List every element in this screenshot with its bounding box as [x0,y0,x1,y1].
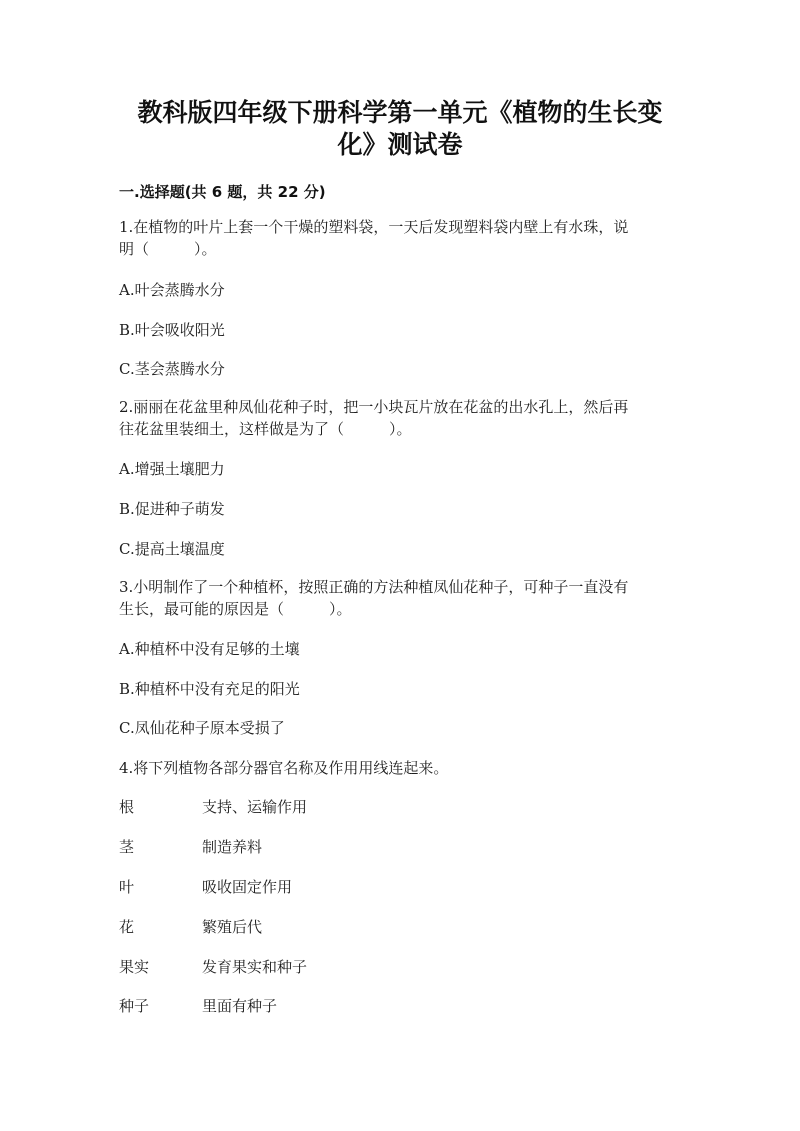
question-2 [119,396,679,440]
matching-organ: 种子 [119,997,150,1015]
section-heading: 一.选择题(共 6 题，共 22 分) [119,183,326,201]
matching-function: 制造养料 [202,838,263,856]
question-2-stem-line-1: 2.丽丽在花盆里种凤仙花种子时，把一小块瓦片放在花盆的出水孔上，然后再 [119,398,629,416]
matching-function: 繁殖后代 [202,918,263,936]
question-3 [119,576,679,620]
question-1-option-a: A.叶会蒸腾水分 [119,281,225,299]
question-1-option-b: B.叶会吸收阳光 [119,321,225,339]
document-title-line-1: 教科版四年级下册科学第一单元《植物的生长变 [137,98,663,127]
question-4-stem: 4.将下列植物各部分器官名称及作用用线连起来。 [119,759,449,777]
question-2-stem-line-2: 往花盆里装细土，这样做是为了（ ）。 [119,420,412,438]
question-2-option-c: C.提高土壤温度 [119,540,225,558]
question-1 [119,216,679,260]
matching-organ: 花 [119,918,135,936]
question-2-option-a: A.增强土壤肥力 [119,460,225,478]
matching-organ: 果实 [119,958,150,976]
question-1-stem-line-1: 1.在植物的叶片上套一个干燥的塑料袋，一天后发现塑料袋内壁上有水珠，说 [119,218,629,236]
question-3-stem-line-1: 3.小明制作了一个种植杯，按照正确的方法种植凤仙花种子，可种子一直没有 [119,578,629,596]
question-3-option-a: A.种植杯中没有足够的土壤 [119,640,300,658]
question-1-stem-line-2: 明（ ）。 [119,240,217,258]
matching-function: 支持、运输作用 [202,798,308,816]
question-3-stem-line-2: 生长，最可能的原因是（ ）。 [119,600,352,618]
matching-function: 吸收固定作用 [202,878,293,896]
matching-organ: 茎 [119,838,135,856]
matching-function: 里面有种子 [202,997,278,1015]
question-3-option-c: C.凤仙花种子原本受损了 [119,719,285,737]
question-1-option-c: C.茎会蒸腾水分 [119,360,225,378]
matching-function: 发育果实和种子 [202,958,308,976]
matching-organ: 根 [119,798,135,816]
document-title-line-2: 化》测试卷 [337,130,463,159]
matching-organ: 叶 [119,878,135,896]
question-3-option-b: B.种植杯中没有充足的阳光 [119,680,300,698]
question-2-option-b: B.促进种子萌发 [119,500,225,518]
